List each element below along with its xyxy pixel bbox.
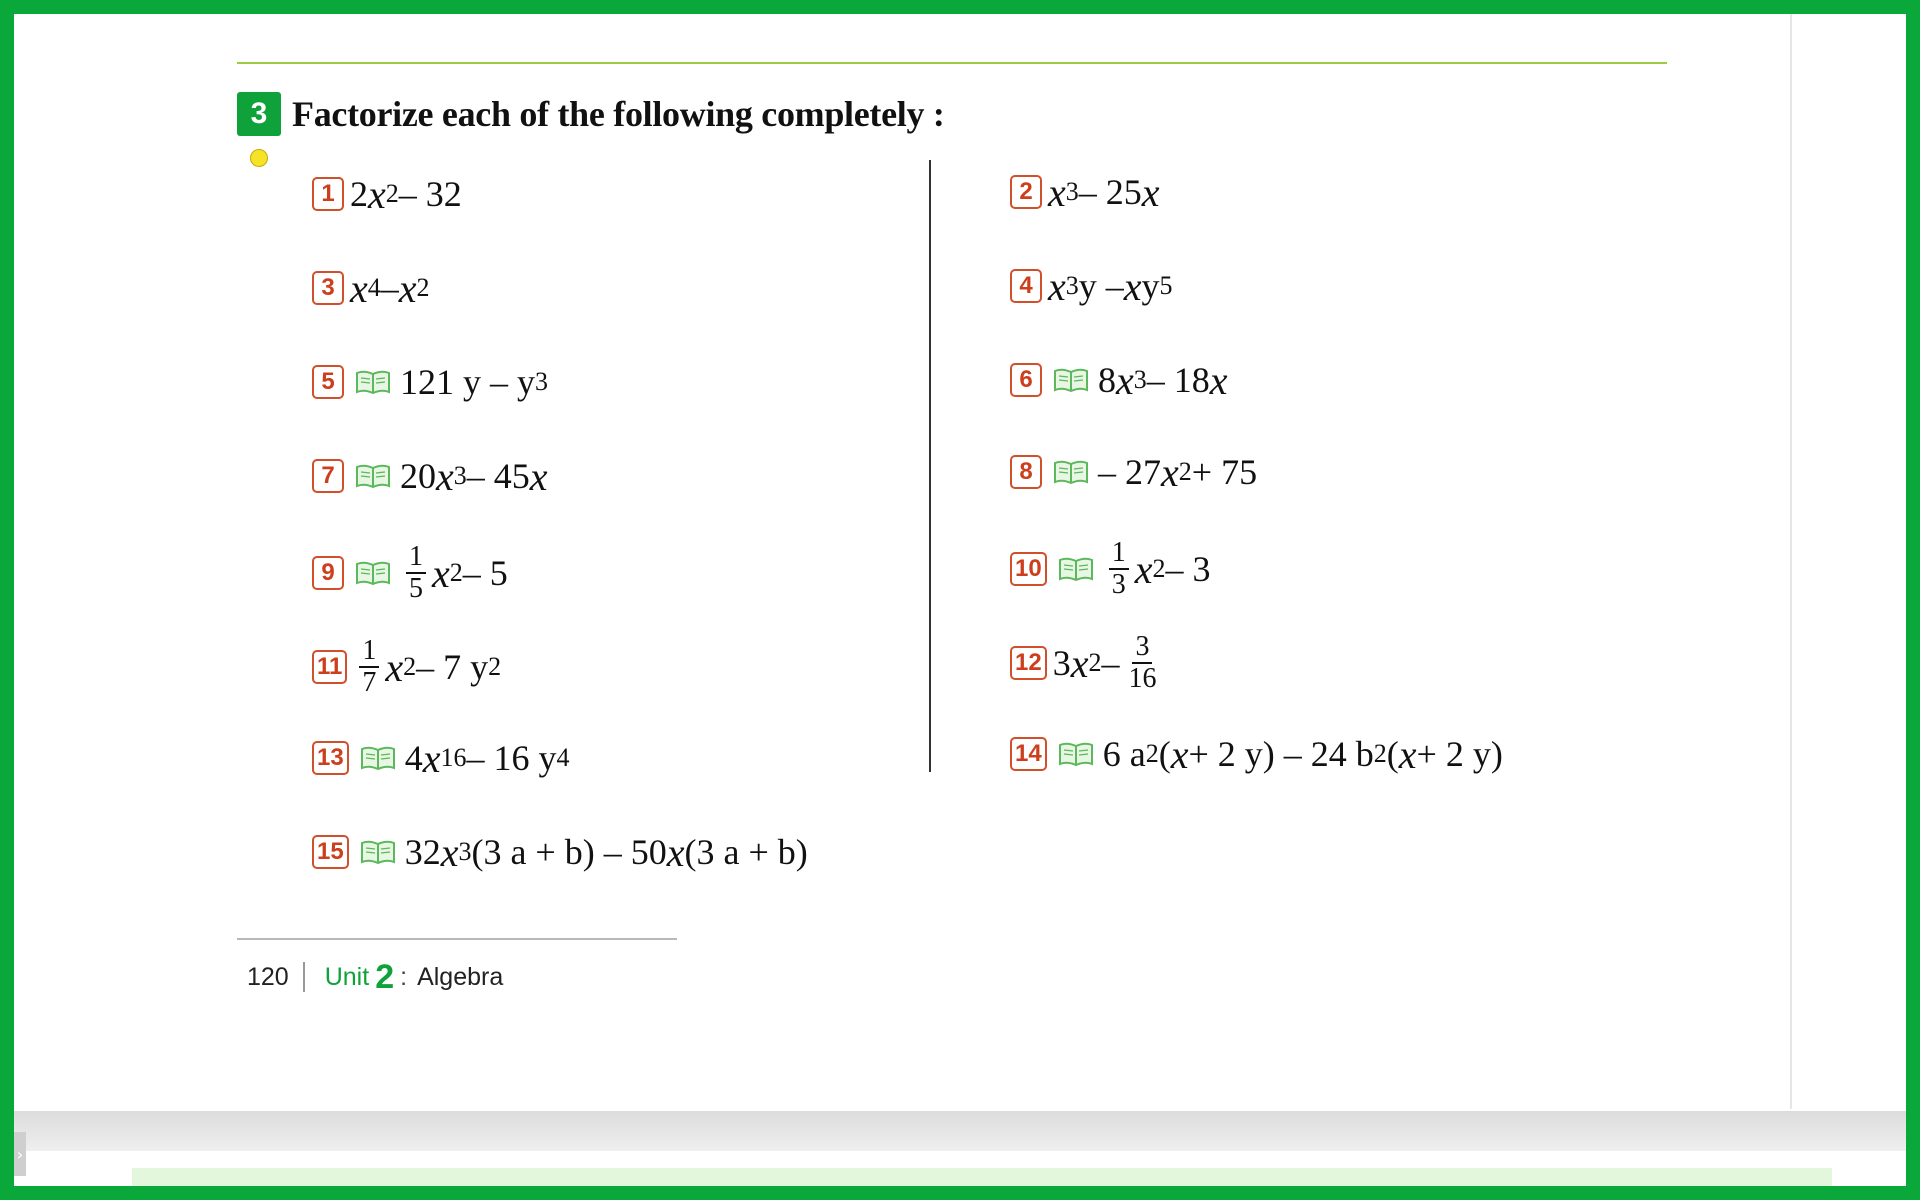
book-icon — [354, 367, 392, 397]
problem-number: 3 — [312, 271, 344, 305]
problem-3 — [312, 260, 430, 316]
fraction: $\frac{1}{7}$ — [359, 636, 379, 698]
exercise-heading — [237, 92, 945, 136]
book-icon — [1057, 554, 1095, 584]
expression: 8 x 3 – 18 x — [1098, 357, 1228, 403]
footer-separator — [303, 962, 305, 992]
problem-number: 2 — [1010, 175, 1042, 209]
problem-number: 10 — [1010, 552, 1047, 586]
book-icon — [1052, 365, 1090, 395]
expression: $\frac{1}{7}$ x 2 – 7 y 2 — [353, 636, 501, 698]
expression: x 4 – x 2 — [350, 265, 430, 311]
top-rule — [237, 62, 1667, 64]
column-divider — [929, 160, 931, 772]
problem-number: 6 — [1010, 363, 1042, 397]
problem-number: 14 — [1010, 737, 1047, 771]
footer-rule — [237, 938, 677, 940]
expression: x 3 y – x y 5 — [1048, 263, 1173, 309]
problem-5 — [312, 354, 548, 410]
expression: 4 x 16 – 16 y 4 — [404, 735, 570, 781]
side-panel-toggle[interactable] — [14, 1132, 26, 1176]
expression: 6 a 2 ( x + 2 y) – 24 b 2 ( x + 2 y) — [1102, 731, 1503, 777]
exercise-number-badge: 3 — [237, 92, 281, 136]
expression: 3 x 2 – $\frac{3}{16}$ — [1053, 632, 1166, 694]
expression: 32 x 3 (3 a + b) – 50 x (3 a + b) — [404, 829, 808, 875]
expression: 20 x 3 – 45 x — [400, 453, 548, 499]
problem-number: 5 — [312, 365, 344, 399]
expression: – 27 x 2 + 75 — [1098, 449, 1258, 495]
page-number: 120 — [247, 962, 289, 991]
problem-number: 7 — [312, 459, 344, 493]
book-icon — [1052, 457, 1090, 487]
unit-colon: : — [400, 962, 408, 991]
fraction: $\frac{3}{16}$ — [1128, 631, 1157, 694]
book-icon — [354, 558, 392, 588]
bullet-dot-icon — [250, 149, 268, 167]
problem-number: 15 — [312, 835, 349, 869]
expression: 2 x 2 – 32 — [350, 171, 462, 217]
document-viewer[interactable] — [14, 14, 1906, 1186]
unit-title: Algebra — [417, 962, 504, 991]
next-page-preview[interactable] — [132, 1168, 1832, 1186]
expression: x 3 – 25 x — [1048, 169, 1160, 215]
problem-number: 12 — [1010, 646, 1047, 680]
unit-label: Unit — [324, 962, 370, 991]
fraction: $\frac{1}{5}$ — [406, 542, 426, 604]
unit-number: 2 — [375, 957, 395, 996]
problem-number: 11 — [312, 650, 347, 684]
expression: 121 y – y 3 — [400, 362, 548, 402]
problem-6 — [1010, 352, 1228, 408]
problem-8 — [1010, 444, 1257, 500]
page-footer — [247, 959, 503, 995]
problem-2 — [1010, 164, 1160, 220]
problem-9 — [312, 542, 508, 604]
problem-number: 8 — [1010, 455, 1042, 489]
problem-14 — [1010, 726, 1503, 782]
problem-number: 13 — [312, 741, 349, 775]
problem-7 — [312, 448, 548, 504]
problem-15 — [312, 824, 808, 880]
problem-number: 9 — [312, 556, 344, 590]
book-icon — [354, 461, 392, 491]
problem-number: 4 — [1010, 269, 1042, 303]
expression: $\frac{1}{3}$ x 2 – 3 — [1103, 538, 1211, 600]
exercise-title: Factorize each of the following completely : — [292, 94, 945, 134]
expression: $\frac{1}{5}$ x 2 – 5 — [400, 542, 508, 604]
fraction: $\frac{1}{3}$ — [1109, 538, 1129, 600]
problem-13 — [312, 730, 569, 786]
problem-number: 1 — [312, 177, 344, 211]
book-icon — [1057, 739, 1095, 769]
problem-11 — [312, 636, 501, 698]
problem-12 — [1010, 632, 1165, 694]
page-gap — [14, 1111, 1906, 1151]
problem-10 — [1010, 538, 1210, 600]
book-icon — [359, 743, 397, 773]
problem-4 — [1010, 258, 1173, 314]
chevron-right-icon: › — [16, 1144, 24, 1164]
problem-1 — [312, 166, 462, 222]
book-icon — [359, 837, 397, 867]
textbook-page — [14, 14, 1792, 1109]
